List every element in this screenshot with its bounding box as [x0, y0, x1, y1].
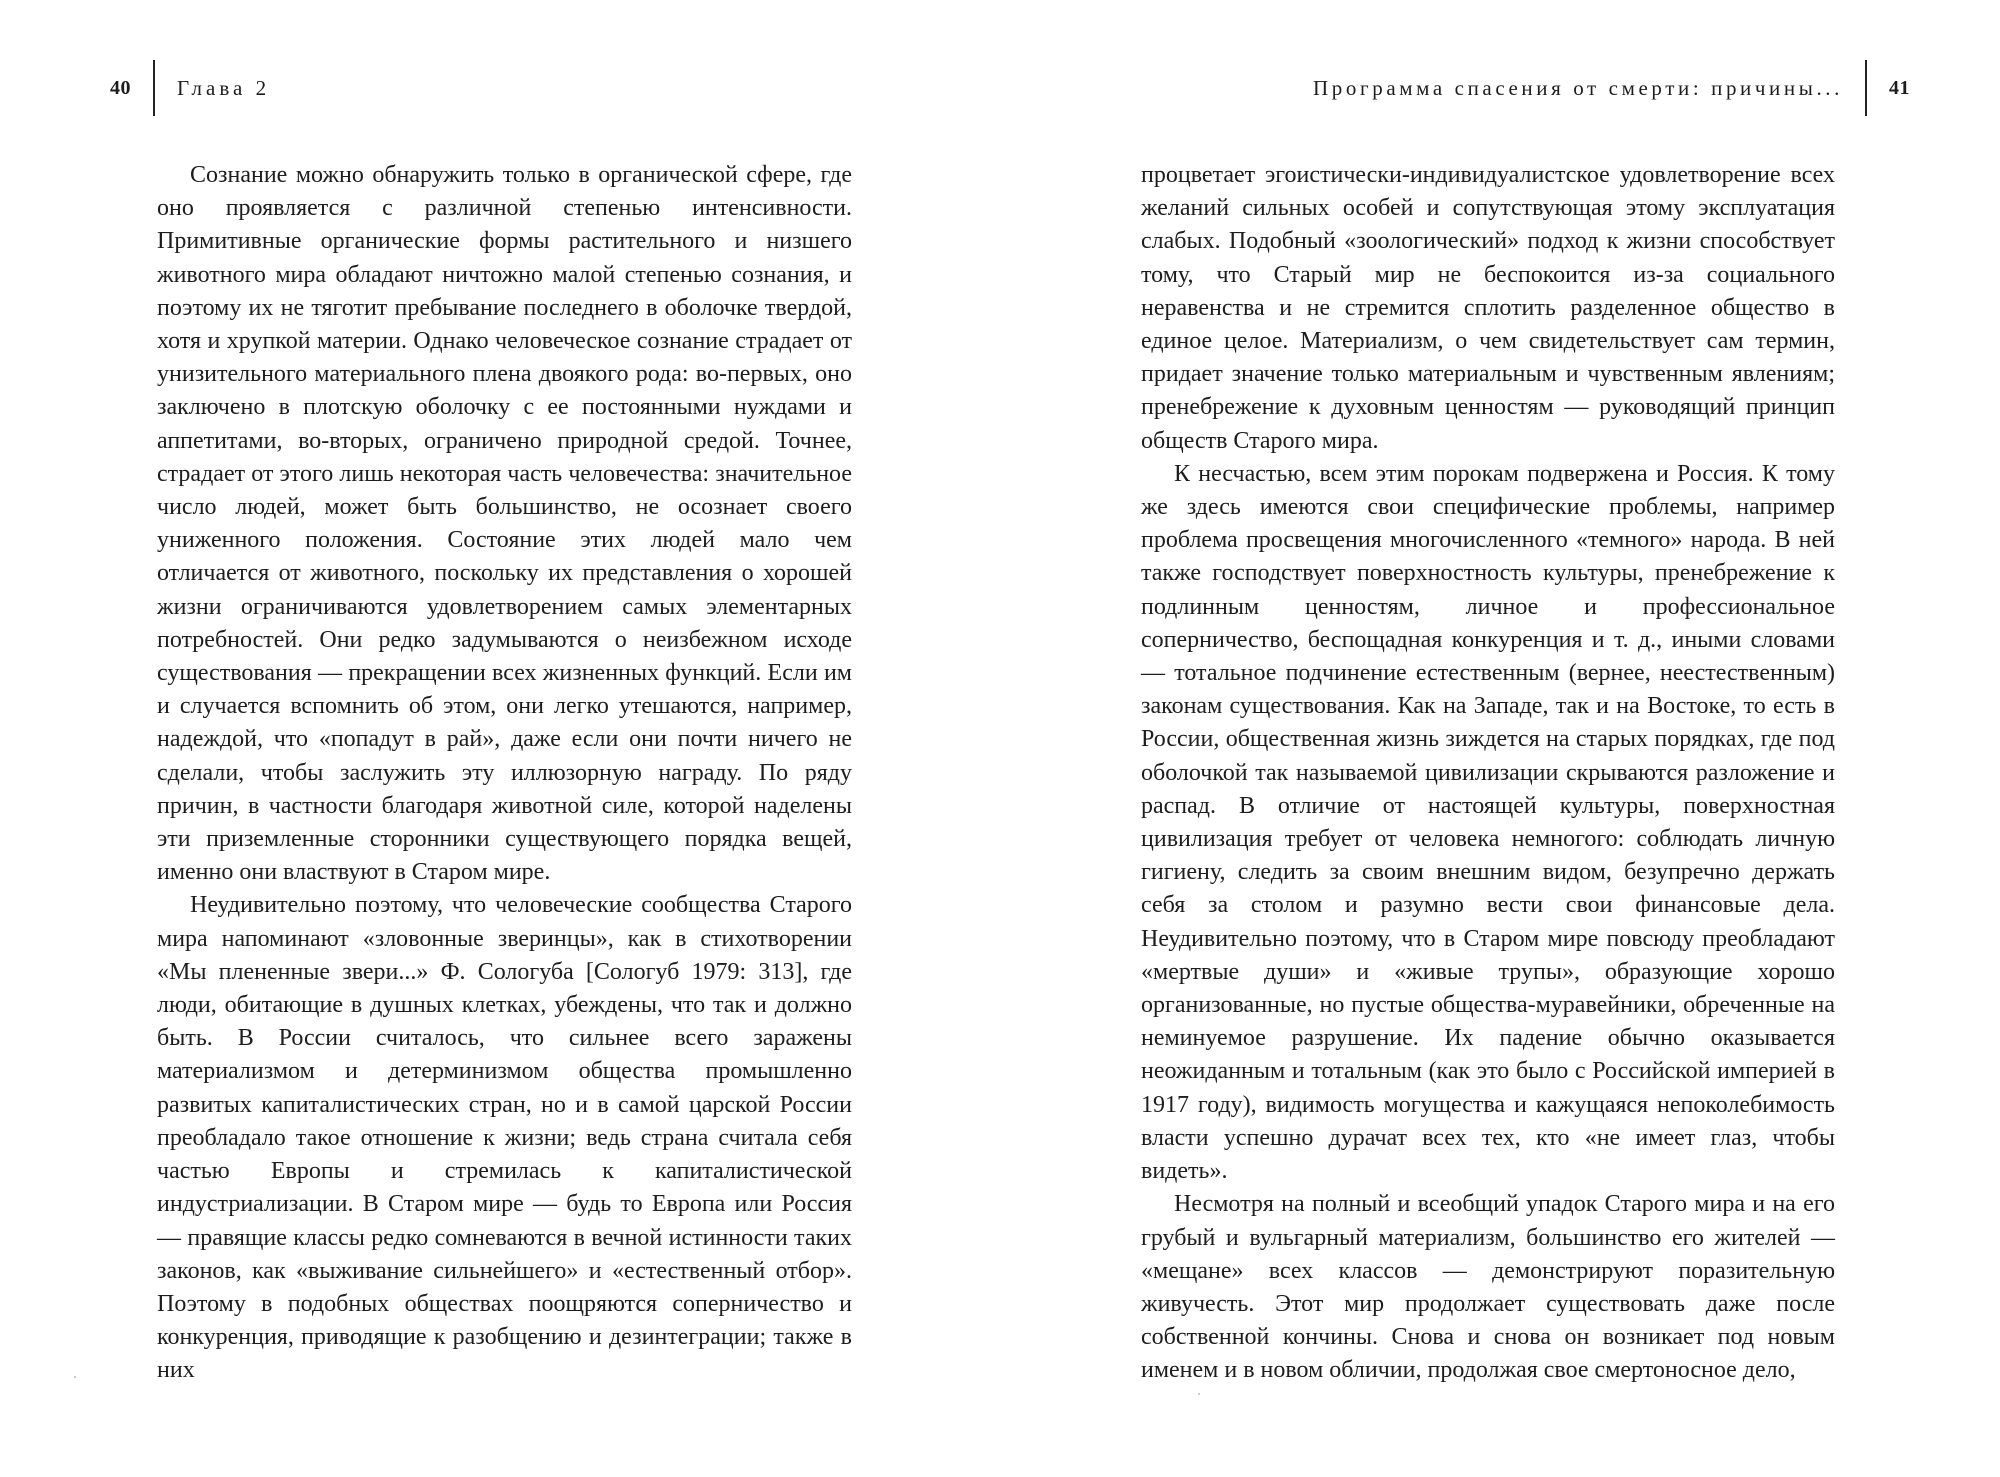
- paragraph: Несмотря на полный и всеобщий упадок Старого мира и на его грубый и вульгарный материализм, большинство его жителей — «мещане» всех классов — демонстрируют поразительную живучесть. Этот мир продолжает существовать даже после собственной кончины. Снова и снова он возникает под новым именем и в новом обличии, продолжая свое смертоносное дело,: [1141, 1191, 1835, 1384]
- page-number: 41: [1889, 76, 1910, 99]
- paper-speck: [1198, 1393, 1200, 1395]
- paragraph: Сознание можно обнаружить только в органической сфере, где оно проявляется с различной степенью интенсивности. Примитивные органические формы растительного и низшего животного мира обладают ничтожно малой степенью сознания, и поэтому их не тяготит пребывание последнего в оболочке твердой, хотя и хрупкой материи. Однако человеческое сознание страдает от унизительного материального плена двоякого рода: во-первых, оно заключено в плотскую оболочку с ее постоянными нуждами и аппетитами, во-вторых, ограничено природной средой. Точнее, страдает от этого лишь некоторая часть человечества: значительное число людей, может быть большинство, не осознает своего униженного положения. Состояние этих людей мало чем отличается от животного, поскольку их представления о хорошей жизни ограничиваются удовлетворением самых элементарных потребностей. Они редко задумываются о неизбежном исходе существования — прекращении всех жизненных функций. Если им и случается вспомнить об этом, они легко утешаются, например, надеждой, что «попадут в рай», даже если они почти ничего не сделали, чтобы заслужить эту иллюзорную награду. По ряду причин, в частности благодаря животной силе, которой наделены эти приземленные сторонники существующего порядка вещей, именно они властвуют в Старом мире.: [157, 162, 852, 886]
- running-head: Программа спасения от смерти: причины...: [1313, 75, 1843, 100]
- paragraph: К несчастью, всем этим порокам подвержена и Россия. К тому же здесь имеются свои специфические проблемы, например проблема просвещения многочисленного «темного» народа. В ней также господствует поверхностность культуры, пренебрежение к подлинным ценностям, личное и профессиональное соперничество, беспощадная конкуренция и т. д., иными словами — тотальное подчинение естественным (вернее, неестественным) законам существования. Как на Западе, так и на Востоке, то есть в России, общественная жизнь зиждется на старых порядках, где под оболочкой так называемой цивилизации скрываются разложение и распад. В отличие от настоящей культуры, поверхностная цивилизация требует от человека немногого: соблюдать личную гигиену, следить за своим внешним видом, безупречно держать себя за столом и разумно вести свои финансовые дела. Неудивительно поэтому, что в Старом мире повсюду преобладают «мертвые души» и «живые трупы», образующие хорошо организованные, но пустые общества-муравейники, обреченные на неминуемое разрушение. Их падение обычно оказывается неожиданным и тотальным (как это было с Российской империей в 1917 году), видимость могущества и кажущаяся непоколебимость власти успешно дурачат всех тех, кто «не имеет глаз, чтобы видеть».: [1141, 460, 1835, 1185]
- right-page-header: [1313, 66, 1910, 110]
- running-head: Глава 2: [177, 75, 271, 100]
- right-page-body: [1141, 159, 1835, 1388]
- right-page: [1000, 0, 2000, 1477]
- paper-speck: [74, 1376, 76, 1378]
- left-page-header: [110, 66, 270, 110]
- header-divider: [153, 60, 155, 116]
- header-divider: [1865, 60, 1867, 116]
- page-number: 40: [110, 76, 131, 99]
- left-page-body: [157, 159, 852, 1388]
- paragraph: процветает эгоистически-индивидуалистское удовлетворение всех желаний сильных особей и сопутствующая этому эксплуатация слабых. Подобный «зоологический» подход к жизни способствует тому, что Старый мир не беспокоится из-за социального неравенства и не стремится сплотить разделенное общество в единое целое. Материализм, о чем свидетельствует сам термин, придает значение только материальным и чувственным явлениям; пренебрежение к духовным ценностям — руководящий принцип обществ Старого мира.: [1141, 162, 1835, 454]
- paragraph: Неудивительно поэтому, что человеческие сообщества Старого мира напоминают «зловонные зверинцы», как в стихотворении «Мы плененные звери...» Ф. Сологуба [Сологуб 1979: 313], где люди, обитающие в душных клетках, убеждены, что так и должно быть. В России считалось, что сильнее всего заражены материализмом и детерминизмом общества промышленно развитых капиталистических стран, но и в самой царской России преобладало такое отношение к жизни; ведь страна считала себя частью Европы и стремилась к капиталистической индустриализации. В Старом мире — будь то Европа или Россия — правящие классы редко сомневаются в вечной истинности таких законов, как «выживание сильнейшего» и «естественный отбор». Поэтому в подобных обществах поощряются соперничество и конкуренция, приводящие к разобщению и дезинтеграции; также в них: [157, 892, 852, 1384]
